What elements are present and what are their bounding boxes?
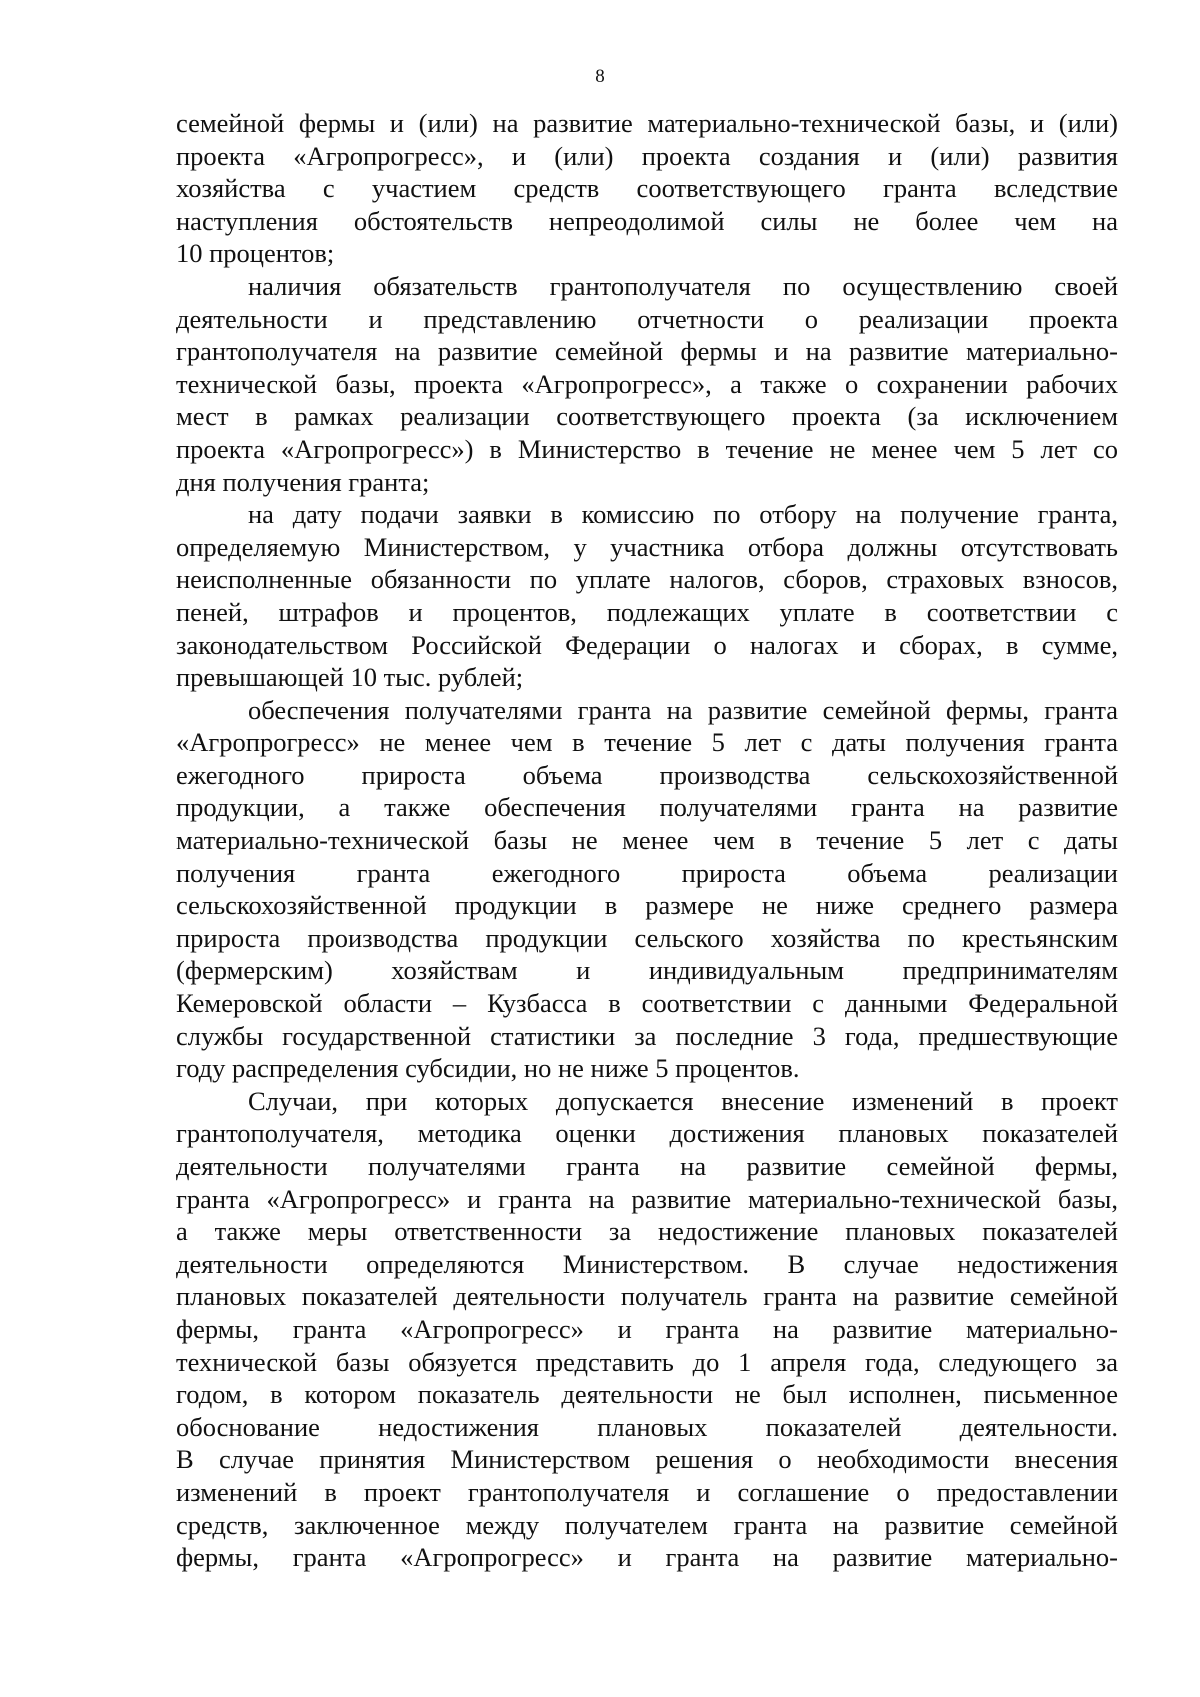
text-line: на дату подачи заявки в комиссию по отбору на получение гранта, [248,499,1118,530]
text-line: гранта «Агропрогресс» и гранта на развитие материально-технической базы, [176,1183,1118,1214]
text-line: грантополучателя на развитие семейной фермы и на развитие материально- [176,336,1118,367]
text-line: мест в рамках реализации соответствующего проекта (за исключением [176,401,1118,432]
text-line: обоснование недостижения плановых показателей деятельности. [176,1411,1118,1442]
text-line: сельскохозяйственной продукции в размере не ниже среднего размера [176,890,1118,921]
text-line: продукции, а также обеспечения получателями гранта на развитие [176,792,1118,823]
paragraph [176,498,1118,694]
text-line: пеней, штрафов и процентов, подлежащих уплате в соответствии с [176,596,1118,627]
text-line: определяемую Министерством, у участника отбора должны отсутствовать [176,531,1118,562]
text-line: (фермерским) хозяйствам и индивидуальным предпринимателям [176,955,1118,986]
paragraph [176,107,1118,270]
text-line: законодательством Российской Федерации о налогах и сборах, в сумме, [176,629,1118,660]
paragraph [176,694,1118,1085]
text-line: проекта «Агропрогресс», и (или) проекта создания и (или) развития [176,140,1118,171]
text-line: проекта «Агропрогресс») в Министерство в течение не менее чем 5 лет со [176,433,1118,464]
text-line: году распределения субсидии, но не ниже 5 процентов. [176,1053,800,1084]
text-line: грантополучателя, методика оценки достижения плановых показателей [176,1118,1118,1149]
text-line: изменений в проект грантополучателя и соглашение о предоставлении [176,1476,1118,1507]
text-line: 10 процентов; [176,238,335,269]
text-line: средств, заключенное между получателем гранта на развитие семейной [176,1509,1118,1540]
text-line: деятельности определяются Министерством. В случае недостижения [176,1248,1118,1279]
text-line: Кемеровской области – Кузбасса в соответствии с данными Федеральной [176,988,1118,1019]
text-line: дня получения гранта; [176,466,430,497]
text-line: Случаи, при которых допускается внесение изменений в проект [248,1085,1118,1116]
text-line: деятельности получателями гранта на развитие семейной фермы, [176,1151,1118,1181]
text-line: семейной фермы и (или) на развитие материально-технической базы, и (или) [176,108,1118,138]
text-line: фермы, гранта «Агропрогресс» и гранта на развитие материально- [176,1542,1118,1573]
text-line: обеспечения получателями гранта на развитие семейной фермы, гранта [248,694,1118,725]
text-line: наступления обстоятельств непреодолимой силы не более чем на [176,205,1118,236]
paragraph [176,1085,1118,1574]
text-line: получения гранта ежегодного прироста объема реализации [176,857,1118,888]
text-line: технической базы, проекта «Агропрогресс», а также о сохранении рабочих [176,368,1118,399]
paragraph [176,270,1118,498]
text-line: технической базы обязуется представить до 1 апреля года, следующего за [176,1346,1118,1377]
page-number: 8 [595,66,605,87]
text-line: годом, в котором показатель деятельности не был исполнен, письменное [176,1379,1118,1410]
document-body [176,107,1118,1574]
text-line: прироста производства продукции сельского хозяйства по крестьянским [176,922,1118,953]
text-line: плановых показателей деятельности получатель гранта на развитие семейной [176,1281,1118,1312]
text-line: хозяйства с участием средств соответствующего гранта вследствие [176,173,1118,204]
text-line: превышающей 10 тыс. рублей; [176,662,524,693]
text-line: неисполненные обязанности по уплате налогов, сборов, страховых взносов, [176,564,1118,595]
text-line: деятельности и представлению отчетности о реализации проекта [176,303,1118,334]
text-line: фермы, гранта «Агропрогресс» и гранта на развитие материально- [176,1313,1118,1344]
text-line: службы государственной статистики за последние 3 года, предшествующие [176,1020,1118,1051]
text-line: В случае принятия Министерством решения о необходимости внесения [176,1444,1118,1475]
text-line: ежегодного прироста объема производства сельскохозяйственной [176,759,1118,790]
text-line: наличия обязательств грантополучателя по осуществлению своей [248,270,1118,301]
text-line: «Агропрогресс» не менее чем в течение 5 лет с даты получения гранта [176,727,1118,758]
text-line: материально-технической базы не менее чем в течение 5 лет с даты [176,825,1118,856]
text-line: а также меры ответственности за недостижение плановых показателей [176,1216,1118,1247]
